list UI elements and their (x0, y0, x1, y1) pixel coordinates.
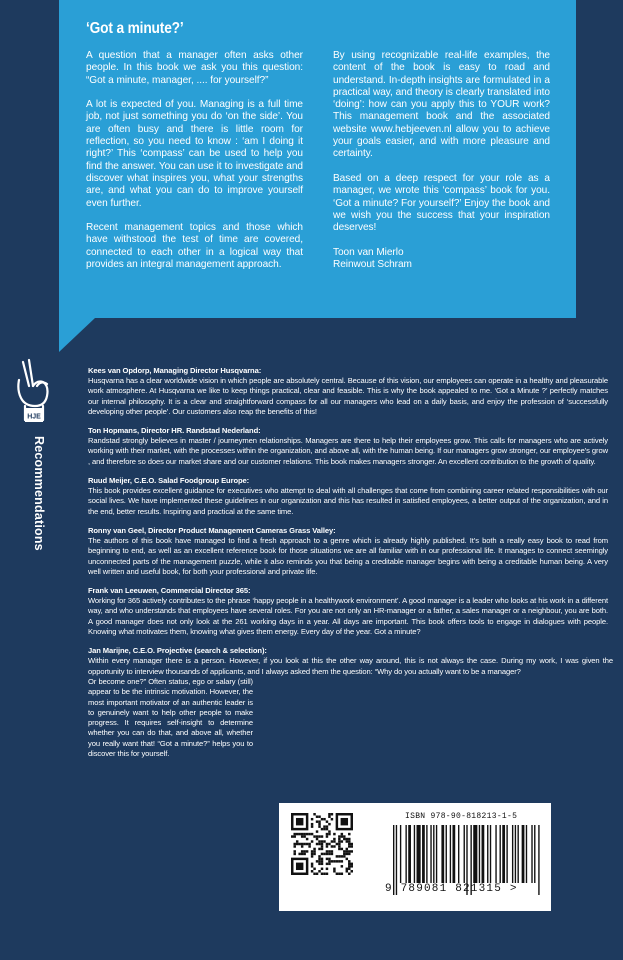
authors: Toon van Mierlo Reinwout Schram (333, 246, 412, 271)
qr-module (338, 835, 340, 837)
qr-module (296, 833, 298, 835)
qr-module (303, 833, 305, 835)
qr-module (326, 835, 328, 837)
qr-module (311, 865, 313, 867)
qr-module (313, 873, 315, 875)
recommendation-text: The authors of this book have managed to find a fresh approach to a genre which is already highly published. It’s both a really easy book to read from beginning to end, as well as an excellent reference book for those situations we are all familiar with in our professional life. It manages to connect seemingly unconnected parts of the management puzzle, while it also reminds you that being a creditable manager begins with being a creditable human being. A very well written and useful book, for both your professional and private life. (88, 535, 608, 576)
callout-title: ‘Got a minute?’ (86, 20, 184, 37)
qr-module (318, 858, 320, 860)
barcode-bar (400, 825, 401, 883)
qr-module (348, 865, 350, 867)
qr-module (351, 843, 353, 845)
barcode-bar (482, 825, 485, 883)
qr-module (318, 855, 320, 857)
qr-module (321, 835, 323, 837)
callout-left-column (86, 50, 303, 284)
qr-module (318, 848, 320, 850)
recommendation-last (88, 646, 613, 759)
barcode-bar (464, 825, 465, 883)
qr-module (318, 825, 320, 827)
qr-module (301, 850, 303, 852)
qr-module (346, 868, 348, 870)
qr-module (328, 833, 330, 835)
qr-module (331, 813, 333, 815)
callout-pointer (59, 318, 95, 352)
qr-module (343, 835, 345, 837)
qr-module (333, 845, 335, 847)
qr-module (333, 838, 335, 840)
qr-module (346, 850, 348, 852)
qr-module (341, 855, 343, 857)
qr-module (328, 813, 330, 815)
recommender-name: Jan Marijne, C.E.O. Projective (search & selection): (88, 646, 267, 656)
qr-module (301, 843, 303, 845)
barcode-bar (441, 825, 444, 883)
qr-module (331, 850, 333, 852)
qr-module (296, 863, 303, 870)
recommendations-label (30, 436, 46, 582)
recommender-name: Ruud Meijer, C.E.O. Salad Foodgroup Europe: (88, 476, 250, 486)
recommender-name: Ton Hopmans, Director HR. Randstad Nederland: (88, 426, 261, 436)
qr-module (328, 863, 330, 865)
recommender-name: Ronny van Geel, Director Product Management Cameras Grass Valley: (88, 525, 336, 535)
qr-module (346, 840, 348, 842)
qr-module (343, 850, 345, 852)
qr-module (318, 840, 320, 842)
qr-module (296, 818, 303, 825)
barcode-bar (517, 825, 518, 883)
qr-module (326, 825, 328, 827)
qr-module (331, 845, 333, 847)
isbn-label: ISBN 978-90-818213-1-5 (405, 812, 518, 821)
qr-module (326, 833, 328, 835)
qr-module (338, 873, 340, 875)
qr-module (328, 860, 330, 862)
qr-module (318, 843, 320, 845)
qr-module (296, 840, 298, 842)
qr-module (326, 863, 328, 865)
callout-right-column (333, 50, 550, 284)
qr-module (303, 850, 305, 852)
qr-module (348, 845, 350, 847)
barcode-bar (490, 825, 491, 883)
qr-module (341, 840, 343, 842)
qr-module (348, 863, 350, 865)
qr-module (318, 815, 320, 817)
qr-module (351, 870, 353, 872)
qr-module (326, 868, 328, 870)
qr-module (316, 873, 318, 875)
qr-module (298, 843, 300, 845)
qr-module (348, 860, 350, 862)
qr-module (336, 873, 338, 875)
qr-module (306, 833, 308, 835)
qr-module (303, 853, 305, 855)
qr-module (328, 850, 330, 852)
recommendation (88, 586, 608, 637)
barcode-bar (502, 825, 505, 883)
qr-module (343, 853, 345, 855)
barcode-bar (500, 825, 501, 883)
barcode-bar (446, 825, 447, 883)
qr-module (326, 843, 328, 845)
qr-module (311, 853, 313, 855)
qr-module (346, 858, 348, 860)
qr-module (341, 818, 348, 825)
barcode-bar (430, 825, 431, 883)
barcode-bar (473, 825, 477, 883)
qr-module (318, 870, 320, 872)
recommendation-lead: Within every manager there is a person. However, if you look at this the other way around, this is not always the case. During my work, I was given the opportunity to interview thousands of applicants, and I always asked them the question: “Why do you actually want to be a manager? (88, 656, 613, 676)
barcode-bar (433, 825, 434, 883)
qr-module (308, 843, 310, 845)
qr-module (348, 833, 350, 835)
qr-module (341, 873, 343, 875)
qr-module (313, 868, 315, 870)
qr-module (311, 825, 313, 827)
qr-module (333, 833, 335, 835)
qr-module (313, 848, 315, 850)
barcode-bar (515, 825, 516, 883)
qr-module (318, 860, 320, 862)
qr-module (343, 838, 345, 840)
recommendation-text: This book provides excellent guidance for executives who attempt to deal with all challenges that come from combining career related responsibilities with our social lives. We have implemented these guidelines in our organization and this has resulted in satisfied employees, a better output of the organization, and in the end, better results. Inspiring and practical at the same time. (88, 486, 608, 516)
qr-module (316, 838, 318, 840)
recommendation (88, 476, 608, 517)
qr-module (321, 873, 323, 875)
qr-module (318, 863, 320, 865)
barcode-bar (479, 825, 480, 883)
barcode-panel (279, 803, 551, 911)
qr-module (328, 823, 330, 825)
recommendation (88, 426, 608, 467)
barcode-bar (487, 825, 488, 883)
qr-module (306, 850, 308, 852)
qr-module (321, 828, 323, 830)
qr-module (313, 813, 315, 815)
qr-module (326, 820, 328, 822)
intro-paragraph: A question that a manager often asks other people. In this book we ask you this question: “Got a minute, manager, .... for yourself?” (86, 50, 303, 86)
qr-module (333, 860, 335, 862)
barcode-bar (522, 825, 525, 883)
qr-module (326, 853, 328, 855)
barcode-bar (512, 825, 513, 883)
qr-module (323, 840, 325, 842)
qr-module (311, 863, 313, 865)
qr-module (311, 833, 313, 835)
qr-module (338, 848, 340, 850)
qr-module (338, 843, 340, 845)
qr-module (333, 868, 335, 870)
qr-module (328, 843, 330, 845)
barcode-bar (417, 825, 421, 883)
qr-module (351, 865, 353, 867)
qr-module (328, 858, 330, 860)
qr-module (293, 845, 295, 847)
qr-module (346, 870, 348, 872)
qr-module (351, 850, 353, 852)
qr-module (311, 850, 313, 852)
qr-module (318, 823, 320, 825)
qr-module (343, 855, 345, 857)
recommendation-text: Working for 365 actively contributes to the phrase ‘happy people in a healthywork environment’. A good manager is a leader who looks at his work in a different way, and who understands that employees have several roles. For you are not only an HR-manager or a father, a sales manager or a neighbour, you are both. A good manager does not only look at the 261 working days in a year. All days are important. This book offers tools to engage in dialogues with people. Knowing what motivates them, knowing what gives them energy. Every day of the year. Got a minute? (88, 596, 608, 637)
qr-module (338, 855, 340, 857)
qr-module (306, 843, 308, 845)
barcode-bar (506, 825, 507, 883)
qr-module (318, 835, 320, 837)
qr-module (348, 853, 350, 855)
qr-module (298, 833, 300, 835)
recommender-name: Frank van Leeuwen, Commercial Director 365: (88, 586, 251, 596)
hand-peace-icon (15, 356, 53, 428)
qr-module (316, 830, 318, 832)
qr-module (311, 855, 313, 857)
qr-module (338, 860, 340, 862)
qr-module (293, 853, 295, 855)
qr-module (313, 853, 315, 855)
qr-module (326, 850, 328, 852)
qr-module (338, 840, 340, 842)
qr-module (351, 845, 353, 847)
qr-module (291, 835, 293, 837)
qr-module (333, 840, 335, 842)
recommender-name: Kees van Opdorp, Managing Director Husqvarna: (88, 366, 262, 375)
recommendation (88, 526, 608, 577)
qr-module (323, 853, 325, 855)
qr-module (341, 848, 343, 850)
recommendations-list (88, 366, 613, 768)
qr-module (323, 825, 325, 827)
qr-module (331, 853, 333, 855)
qr-module (348, 838, 350, 840)
ean-digits: 9 789081 821315 > (385, 883, 518, 895)
barcode-bar (531, 825, 532, 883)
qr-module (293, 850, 295, 852)
recommendation-text: Randstad strongly believes in master / journeymen relationships. Managers are there to help their employees grow. This calls for managers who are actively working with their market, with the processes within the organization, and above all, with the human being. If our managers grow stronger, our employee’s grow , and therefore so does our market share and our customer relations. This book makes managers stronger. An excellent contribution to the growth of quality. (88, 436, 608, 466)
qr-code-icon (291, 813, 353, 875)
barcode-bar (436, 825, 437, 883)
qr-module (346, 853, 348, 855)
intro-paragraph: By using recognizable real-life examples, the content of the book is easy to road and understand. In-depth insights are formulated in a practical way, and theory is clearly translated into ‘doing’: how can you apply this to YOUR work? This management book and the associated website www.hebjeeven.nl allow you to achieve your goals easier, and with more pleasure and certainty. (333, 50, 550, 160)
qr-module (323, 828, 325, 830)
qr-module (331, 860, 333, 862)
qr-module (348, 850, 350, 852)
qr-module (333, 870, 335, 872)
qr-module (311, 818, 313, 820)
recommendation (88, 366, 608, 417)
badge-label: HJE (27, 413, 41, 421)
qr-module (316, 843, 318, 845)
qr-module (298, 853, 300, 855)
qr-module (321, 818, 323, 820)
barcode-bar (422, 825, 425, 883)
qr-module (328, 815, 330, 817)
qr-module (346, 848, 348, 850)
qr-module (308, 833, 310, 835)
qr-module (348, 868, 350, 870)
qr-module (323, 818, 325, 820)
qr-module (316, 860, 318, 862)
qr-module (336, 843, 338, 845)
qr-module (321, 843, 323, 845)
qr-module (326, 858, 328, 860)
qr-module (341, 865, 343, 867)
qr-module (338, 838, 340, 840)
barcode-bar (526, 825, 527, 883)
barcode-bar (495, 825, 496, 883)
intro-paragraph: Based on a deep respect for your role as a manager, we wrote this ‘compass’ book for you. ‘Got a minute? For yourself?’ Enjoy the book and we wish you the success that your inspiration deserves! (333, 172, 550, 234)
intro-paragraph: Recent management topics and those which have withstood the test of time are covered, connected to each other in a logical way that provides an integral management approach. (86, 222, 303, 271)
recommendation-text: Husqvarna has a clear worldwide vision in which people are absolutely central. Because of this vision, our employees can operate in a healthy and pleasurable work atmosphere. At Husqvarna we like to keep things practical, clear and feasible. This is why the book appealed to me. ‘Got a Minute ?’ perfectly matches our internal philosophy. It is a clear and straightforward compass for all our managers who lead on a daily basis, and enjoy the profession of ‘successfully developing other people’. Our customers also reap the benefits of this! (88, 376, 608, 416)
qr-module (293, 843, 295, 845)
barcode-bar (534, 825, 535, 883)
qr-module (313, 850, 315, 852)
qr-module (341, 833, 343, 835)
barcode-bar (414, 825, 415, 883)
qr-module (321, 860, 323, 862)
barcode-bar (450, 825, 451, 883)
qr-module (318, 820, 320, 822)
recommendation-text: Or become one?” Often status, ego or salary (still) appear to be the intrinsic motivation. However, the most important motivator of an authentic leader is to genuinely want to help other people to make progress. It requires self-insight to determine whether you can do that, and above all, whether you really want that! “Got a minute?” helps you to discover this for yourself. (88, 676, 253, 759)
qr-module (311, 823, 313, 825)
qr-module (316, 835, 318, 837)
barcode-bar (452, 825, 455, 883)
qr-module (306, 838, 308, 840)
qr-module (336, 855, 338, 857)
qr-module (321, 848, 323, 850)
qr-module (351, 863, 353, 865)
qr-module (311, 840, 313, 842)
qr-module (296, 843, 298, 845)
qr-module (326, 828, 328, 830)
intro-paragraph: A lot is expected of you. Managing is a full time job, not just something you do ‘on the side’. You are often busy and there is little room for reflection, so you need to know : ‘am I doing it right?’ This ‘compass’ can be used to help you find the answer. You can use it to investigate and discover what inspires you, what your strengths are, and what you can do to improve yourself even further. (86, 99, 303, 209)
barcode-bar (408, 825, 411, 883)
qr-module (331, 818, 333, 820)
qr-module (326, 845, 328, 847)
qr-module (348, 843, 350, 845)
barcode-bar (458, 825, 459, 883)
qr-module (346, 838, 348, 840)
qr-module (301, 853, 303, 855)
qr-module (321, 853, 323, 855)
qr-module (303, 835, 305, 837)
qr-module (321, 858, 323, 860)
qr-module (301, 845, 303, 847)
barcode-bar (405, 825, 406, 883)
qr-module (301, 835, 303, 837)
qr-module (331, 840, 333, 842)
qr-module (348, 840, 350, 842)
qr-module (321, 868, 323, 870)
qr-module (321, 845, 323, 847)
qr-module (321, 863, 323, 865)
barcode-bar (426, 825, 427, 883)
qr-module (308, 845, 310, 847)
qr-module (316, 820, 318, 822)
qr-module (321, 840, 323, 842)
qr-module (326, 873, 328, 875)
intro-callout (59, 0, 576, 318)
qr-module (293, 833, 295, 835)
qr-module (301, 833, 303, 835)
qr-module (311, 870, 313, 872)
qr-module (341, 835, 343, 837)
callout-columns (86, 50, 550, 284)
qr-module (323, 873, 325, 875)
qr-module (338, 845, 340, 847)
qr-module (293, 835, 295, 837)
qr-module (348, 873, 350, 875)
qr-module (341, 860, 343, 862)
qr-module (328, 830, 330, 832)
qr-module (313, 835, 315, 837)
side-label-text: Recommendations (32, 436, 46, 551)
qr-module (336, 860, 338, 862)
qr-module (328, 853, 330, 855)
qr-module (303, 843, 305, 845)
qr-module (316, 815, 318, 817)
